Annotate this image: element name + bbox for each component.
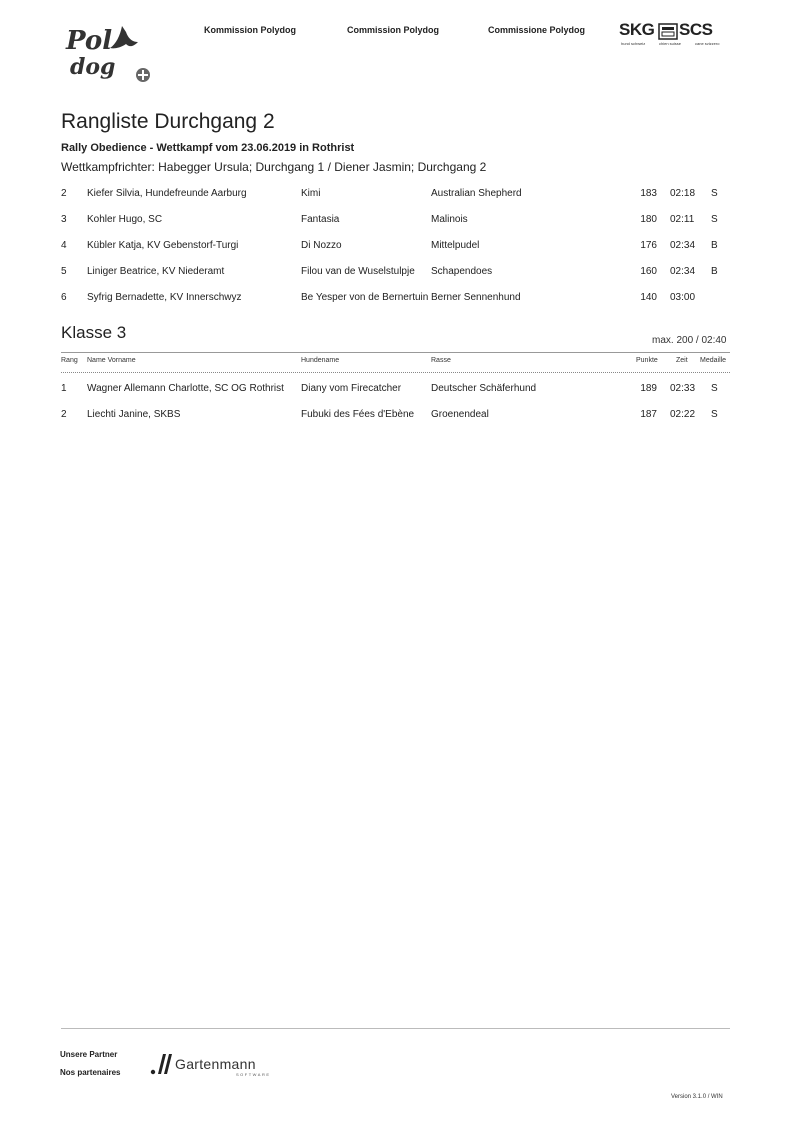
col-hund: Hundename xyxy=(301,357,340,364)
zeit-cell: 02:11 xyxy=(670,214,695,225)
punkte-cell: 176 xyxy=(640,240,657,251)
medaille-cell: S xyxy=(711,188,718,199)
zeit-cell: 02:18 xyxy=(670,188,696,199)
zeit-cell: 03:00 xyxy=(670,292,696,303)
header-divider xyxy=(61,372,730,373)
rang-cell: 6 xyxy=(61,292,67,303)
punkte-cell: 180 xyxy=(640,214,657,225)
table-row xyxy=(0,188,800,208)
medaille-cell: S xyxy=(711,409,718,420)
skg-text: SKG xyxy=(619,20,655,39)
hund-cell: Diany vom Firecatcher xyxy=(301,383,402,394)
medaille-cell: B xyxy=(711,266,718,277)
punkte-cell: 160 xyxy=(640,266,657,277)
flag-icon xyxy=(658,23,678,40)
table-row xyxy=(0,383,800,403)
rang-cell: 2 xyxy=(61,409,67,420)
punkte-cell: 187 xyxy=(640,409,657,420)
zeit-cell: 02:22 xyxy=(670,409,696,420)
hund-cell: Be Yesper von de Bernertuin xyxy=(301,292,429,303)
skg-scs-logo xyxy=(619,20,731,50)
skg-sub-fr: chien suisse xyxy=(659,41,682,46)
table-row xyxy=(0,266,800,286)
zeit-cell: 02:34 xyxy=(670,240,696,251)
class-max-info: max. 200 / 02:40 xyxy=(652,335,727,346)
rasse-cell: Schapendoes xyxy=(431,266,493,277)
gartenmann-text: Gartenmann xyxy=(175,1056,256,1072)
scs-text: SCS xyxy=(679,20,713,39)
col-punkte: Punkte xyxy=(636,357,658,364)
rang-cell: 1 xyxy=(61,383,67,394)
class-title: Klasse 3 xyxy=(61,323,127,342)
rasse-cell: Mittelpudel xyxy=(431,240,480,251)
table-row xyxy=(0,240,800,260)
medaille-cell: S xyxy=(711,214,718,225)
rang-cell: 3 xyxy=(61,214,67,225)
gartenmann-sub: SOFTWARE xyxy=(236,1072,271,1077)
rasse-cell: Australian Shepherd xyxy=(431,188,522,199)
medaille-cell: S xyxy=(711,383,718,394)
col-medaille: Medaille xyxy=(700,357,727,364)
table-row xyxy=(0,292,800,312)
commission-de: Kommission Polydog xyxy=(204,25,297,35)
skg-sub-it: cane svizzero xyxy=(695,41,720,46)
partner-label-de: Unsere Partner xyxy=(60,1050,118,1059)
hund-cell: Fantasia xyxy=(301,214,340,225)
hund-cell: Kimi xyxy=(301,188,321,199)
zeit-cell: 02:34 xyxy=(670,266,696,277)
punkte-cell: 140 xyxy=(640,292,657,303)
rang-cell: 5 xyxy=(61,266,67,277)
punkte-cell: 189 xyxy=(640,383,657,394)
page-title: Rangliste Durchgang 2 xyxy=(61,110,275,133)
name-cell: Liniger Beatrice, KV Niederamt xyxy=(87,266,225,277)
logo-text-top: Pol xyxy=(66,26,113,56)
col-zeit: Zeit xyxy=(676,357,688,364)
name-cell: Wagner Allemann Charlotte, SC OG Rothrist xyxy=(87,383,284,394)
col-rang: Rang xyxy=(61,357,78,364)
name-cell: Kiefer Silvia, Hundefreunde Aarburg xyxy=(87,188,247,199)
commission-it: Commissione Polydog xyxy=(488,25,586,35)
commission-fr: Commission Polydog xyxy=(347,25,440,35)
partner-label-fr: Nos partenaires xyxy=(60,1068,121,1077)
rang-cell: 2 xyxy=(61,188,67,199)
class-divider-top xyxy=(61,352,730,353)
judges-line: Wettkampfrichter: Habegger Ursula; Durchgang 1 / Diener Jasmin; Durchgang 2 xyxy=(61,160,487,174)
rasse-cell: Deutscher Schäferhund xyxy=(431,383,537,394)
gartenmann-mark-icon xyxy=(150,1052,176,1076)
logo-text-bottom: dog xyxy=(70,54,116,80)
version-label: Version 3.1.0 / WIN xyxy=(671,1094,723,1100)
skg-sub-de: hund schweiz xyxy=(621,41,646,46)
name-cell: Kübler Katja, KV Gebenstorf-Turgi xyxy=(87,240,239,251)
rasse-cell: Berner Sennenhund xyxy=(431,292,521,303)
zeit-cell: 02:33 xyxy=(670,383,696,394)
competition-subtitle: Rally Obedience - Wettkampf vom 23.06.2019 in Rothrist xyxy=(61,142,355,154)
footer-divider xyxy=(61,1028,730,1029)
polydog-logo xyxy=(60,22,155,87)
rang-cell: 4 xyxy=(61,240,67,251)
name-cell: Liechti Janine, SKBS xyxy=(87,409,181,420)
hund-cell: Fubuki des Fées d'Ebène xyxy=(301,409,415,420)
table-row xyxy=(0,409,800,429)
gartenmann-logo xyxy=(150,1052,270,1078)
hund-cell: Di Nozzo xyxy=(301,240,342,251)
col-rasse: Rasse xyxy=(431,357,451,364)
table-row xyxy=(0,214,800,234)
col-name: Name Vorname xyxy=(87,357,136,364)
column-headers xyxy=(0,357,800,377)
hund-cell: Filou van de Wuselstulpje xyxy=(301,266,415,277)
punkte-cell: 183 xyxy=(640,188,657,199)
rasse-cell: Malinois xyxy=(431,214,468,225)
medaille-cell: B xyxy=(711,240,718,251)
name-cell: Kohler Hugo, SC xyxy=(87,214,163,225)
name-cell: Syfrig Bernadette, KV Innerschwyz xyxy=(87,292,242,303)
rasse-cell: Groenendeal xyxy=(431,409,489,420)
